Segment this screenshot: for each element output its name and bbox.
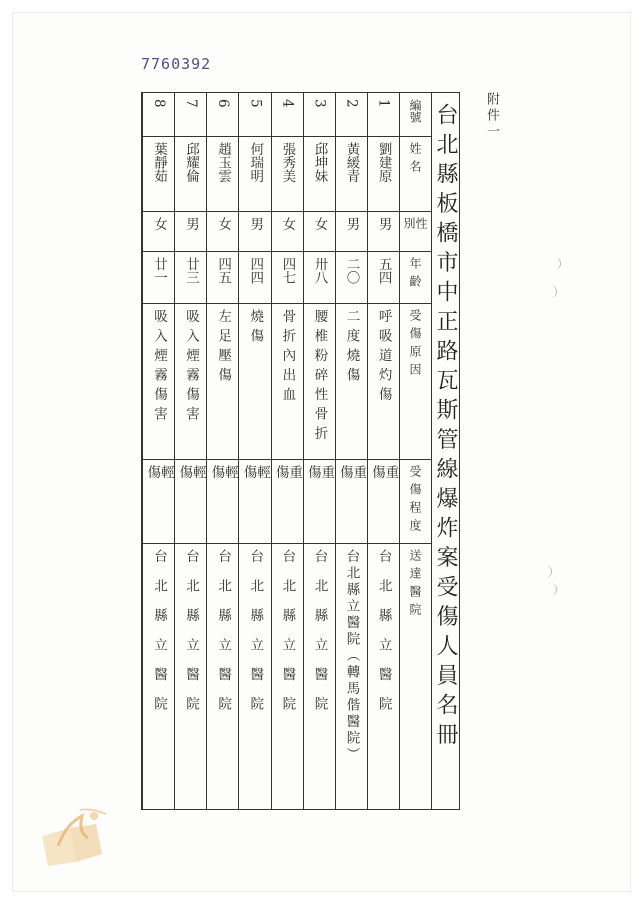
table-row [303, 93, 335, 809]
cell-cause [335, 303, 367, 459]
row-divider [142, 251, 431, 252]
cell-text-sex: 女 [279, 217, 296, 231]
cell-hospital [367, 543, 399, 811]
header-label-cause: 受傷原因 [408, 309, 422, 381]
column-divider [399, 93, 400, 809]
cell-name [303, 136, 335, 211]
cell-text-severity: 輕傷 [176, 465, 206, 519]
table-row [174, 93, 206, 809]
cell-text-name: 邱坤妹 [311, 142, 328, 183]
cell-text-age: 卅八 [311, 257, 328, 284]
header-age [399, 251, 431, 303]
cell-text-severity: 重傷 [336, 465, 367, 519]
cell-name [239, 136, 271, 211]
cell-text-sex: 女 [311, 217, 328, 231]
injury-roster-table [141, 92, 460, 810]
cell-text-age: 二〇 [343, 257, 360, 284]
cell-no [367, 93, 399, 136]
cell-sex [335, 211, 367, 251]
cell-text-cause: 吸入煙霧傷害 [183, 309, 200, 426]
cell-name [174, 136, 206, 211]
cell-text-name: 劉建原 [375, 142, 392, 183]
row-divider [142, 543, 431, 544]
cell-no [142, 93, 174, 136]
cell-no [335, 93, 367, 136]
cell-hospital [271, 543, 303, 811]
cell-text-sex: 男 [183, 217, 200, 231]
cell-age [303, 251, 335, 303]
header-label-sex: 性別 [402, 217, 428, 235]
header-no [399, 93, 431, 136]
cell-text-cause: 二度燒傷 [343, 309, 360, 387]
cell-age [335, 251, 367, 303]
title-column [430, 93, 461, 809]
header-severity [399, 459, 431, 543]
column-divider [303, 93, 304, 809]
header-label-severity: 受傷程度 [408, 465, 422, 537]
header-name [399, 136, 431, 211]
cell-name [142, 136, 174, 211]
cell-text-no: 8 [150, 99, 167, 108]
header-label-hospital: 送達醫院 [408, 549, 422, 621]
table-row [271, 93, 303, 809]
cell-text-sex: 男 [375, 217, 392, 231]
header-cause [399, 303, 431, 459]
column-divider [142, 93, 143, 809]
cell-text-age: 四四 [247, 257, 264, 284]
cell-severity [206, 459, 238, 543]
cell-text-severity: 輕傷 [208, 465, 238, 519]
row-divider [142, 303, 431, 304]
header-hospital [399, 543, 431, 811]
cell-severity [335, 459, 367, 543]
cell-text-name: 趙玉雲 [215, 142, 232, 183]
cell-text-no: 7 [183, 99, 200, 108]
cell-no [239, 93, 271, 136]
cell-sex [174, 211, 206, 251]
cell-severity [142, 459, 174, 543]
cell-sex [142, 211, 174, 251]
cell-text-cause: 左足壓傷 [215, 309, 232, 387]
cell-name [271, 136, 303, 211]
cell-text-no: 2 [343, 99, 360, 108]
cell-text-hospital: 台北縣立醫院（轉馬偕醫院） [343, 549, 360, 764]
column-divider [367, 93, 368, 809]
cell-text-severity: 重傷 [368, 465, 399, 519]
cell-text-hospital: 台北縣立醫院 [215, 549, 232, 726]
cell-cause [303, 303, 335, 459]
cell-text-severity: 重傷 [272, 465, 303, 519]
row-divider [142, 459, 431, 460]
header-label-name: 姓名 [408, 142, 422, 178]
cell-sex [239, 211, 271, 251]
cell-text-name: 張秀美 [279, 142, 296, 183]
cell-age [174, 251, 206, 303]
cell-sex [271, 211, 303, 251]
document-number: 7760392 [141, 55, 212, 73]
cell-severity [271, 459, 303, 543]
cell-severity [367, 459, 399, 543]
cell-severity [174, 459, 206, 543]
cell-text-no: 1 [375, 99, 392, 108]
cell-text-age: 四七 [279, 257, 296, 284]
cell-text-severity: 輕傷 [240, 465, 270, 519]
table-row [335, 93, 367, 809]
table-row [367, 93, 399, 809]
cell-text-severity: 輕傷 [144, 465, 174, 519]
cell-name [367, 136, 399, 211]
column-divider [174, 93, 175, 809]
cell-age [271, 251, 303, 303]
cell-cause [271, 303, 303, 459]
cell-text-hospital: 台北縣立醫院 [247, 549, 264, 726]
header-column [399, 93, 431, 809]
cell-text-hospital: 台北縣立醫院 [183, 549, 200, 726]
cell-hospital [303, 543, 335, 811]
archive-logo-icon [36, 806, 116, 868]
cell-text-name: 黃緩青 [343, 142, 360, 183]
cell-no [206, 93, 238, 136]
cell-age [367, 251, 399, 303]
cell-severity [239, 459, 271, 543]
cell-text-age: 五四 [375, 257, 392, 284]
cell-text-hospital: 台北縣立醫院 [279, 549, 296, 726]
cell-text-sex: 女 [150, 217, 167, 231]
cell-text-name: 何瑞明 [247, 142, 264, 183]
attachment-label: 附件一 [484, 92, 499, 140]
cell-cause [367, 303, 399, 459]
cell-text-no: 5 [247, 99, 264, 108]
cell-sex [303, 211, 335, 251]
cell-text-name: 邱耀倫 [183, 142, 200, 183]
cell-sex [206, 211, 238, 251]
table-row [142, 93, 174, 809]
cell-text-name: 葉靜茹 [150, 142, 167, 183]
cell-text-sex: 女 [215, 217, 232, 231]
cell-text-cause: 骨折內出血 [279, 309, 296, 407]
cell-text-cause: 吸入煙霧傷害 [150, 309, 167, 426]
row-divider [142, 211, 431, 212]
header-sex [399, 211, 431, 251]
column-divider [335, 93, 336, 809]
cell-hospital [142, 543, 174, 811]
cell-text-no: 3 [311, 99, 328, 108]
header-label-age: 年齡 [408, 257, 422, 293]
cell-text-age: 四五 [215, 257, 232, 284]
table-row [239, 93, 271, 809]
cell-text-sex: 男 [247, 217, 264, 231]
table-row [206, 93, 238, 809]
column-divider [431, 93, 432, 809]
cell-no [174, 93, 206, 136]
cell-name [335, 136, 367, 211]
cell-text-age: 廿三 [183, 257, 200, 284]
cell-no [303, 93, 335, 136]
row-divider [142, 136, 431, 137]
cell-cause [142, 303, 174, 459]
cell-hospital [239, 543, 271, 811]
cell-hospital [206, 543, 238, 811]
column-divider [238, 93, 239, 809]
header-label-no: 編號 [408, 99, 422, 123]
cell-cause [206, 303, 238, 459]
cell-hospital [174, 543, 206, 811]
cell-text-severity: 重傷 [304, 465, 335, 519]
cell-text-hospital: 台北縣立醫院 [150, 549, 167, 726]
cell-text-age: 廿一 [150, 257, 167, 284]
cell-text-sex: 男 [343, 217, 360, 231]
cell-name [206, 136, 238, 211]
cell-text-no: 4 [279, 99, 296, 108]
cell-cause [239, 303, 271, 459]
cell-text-no: 6 [215, 99, 232, 108]
document-title: 台北縣板橋市中正路瓦斯管線爆炸案受傷人員名冊 [433, 103, 458, 752]
cell-age [142, 251, 174, 303]
cell-text-cause: 燒傷 [247, 309, 264, 348]
cell-no [271, 93, 303, 136]
cell-age [206, 251, 238, 303]
cell-text-hospital: 台北縣立醫院 [311, 549, 328, 726]
cell-age [239, 251, 271, 303]
cell-text-hospital: 台北縣立醫院 [375, 549, 392, 726]
cell-text-cause: 呼吸道灼傷 [375, 309, 392, 407]
cell-hospital [335, 543, 367, 811]
cell-text-cause: 腰椎粉碎性骨折 [311, 309, 328, 446]
cell-cause [174, 303, 206, 459]
cell-sex [367, 211, 399, 251]
column-divider [206, 93, 207, 809]
column-divider [271, 93, 272, 809]
cell-severity [303, 459, 335, 543]
